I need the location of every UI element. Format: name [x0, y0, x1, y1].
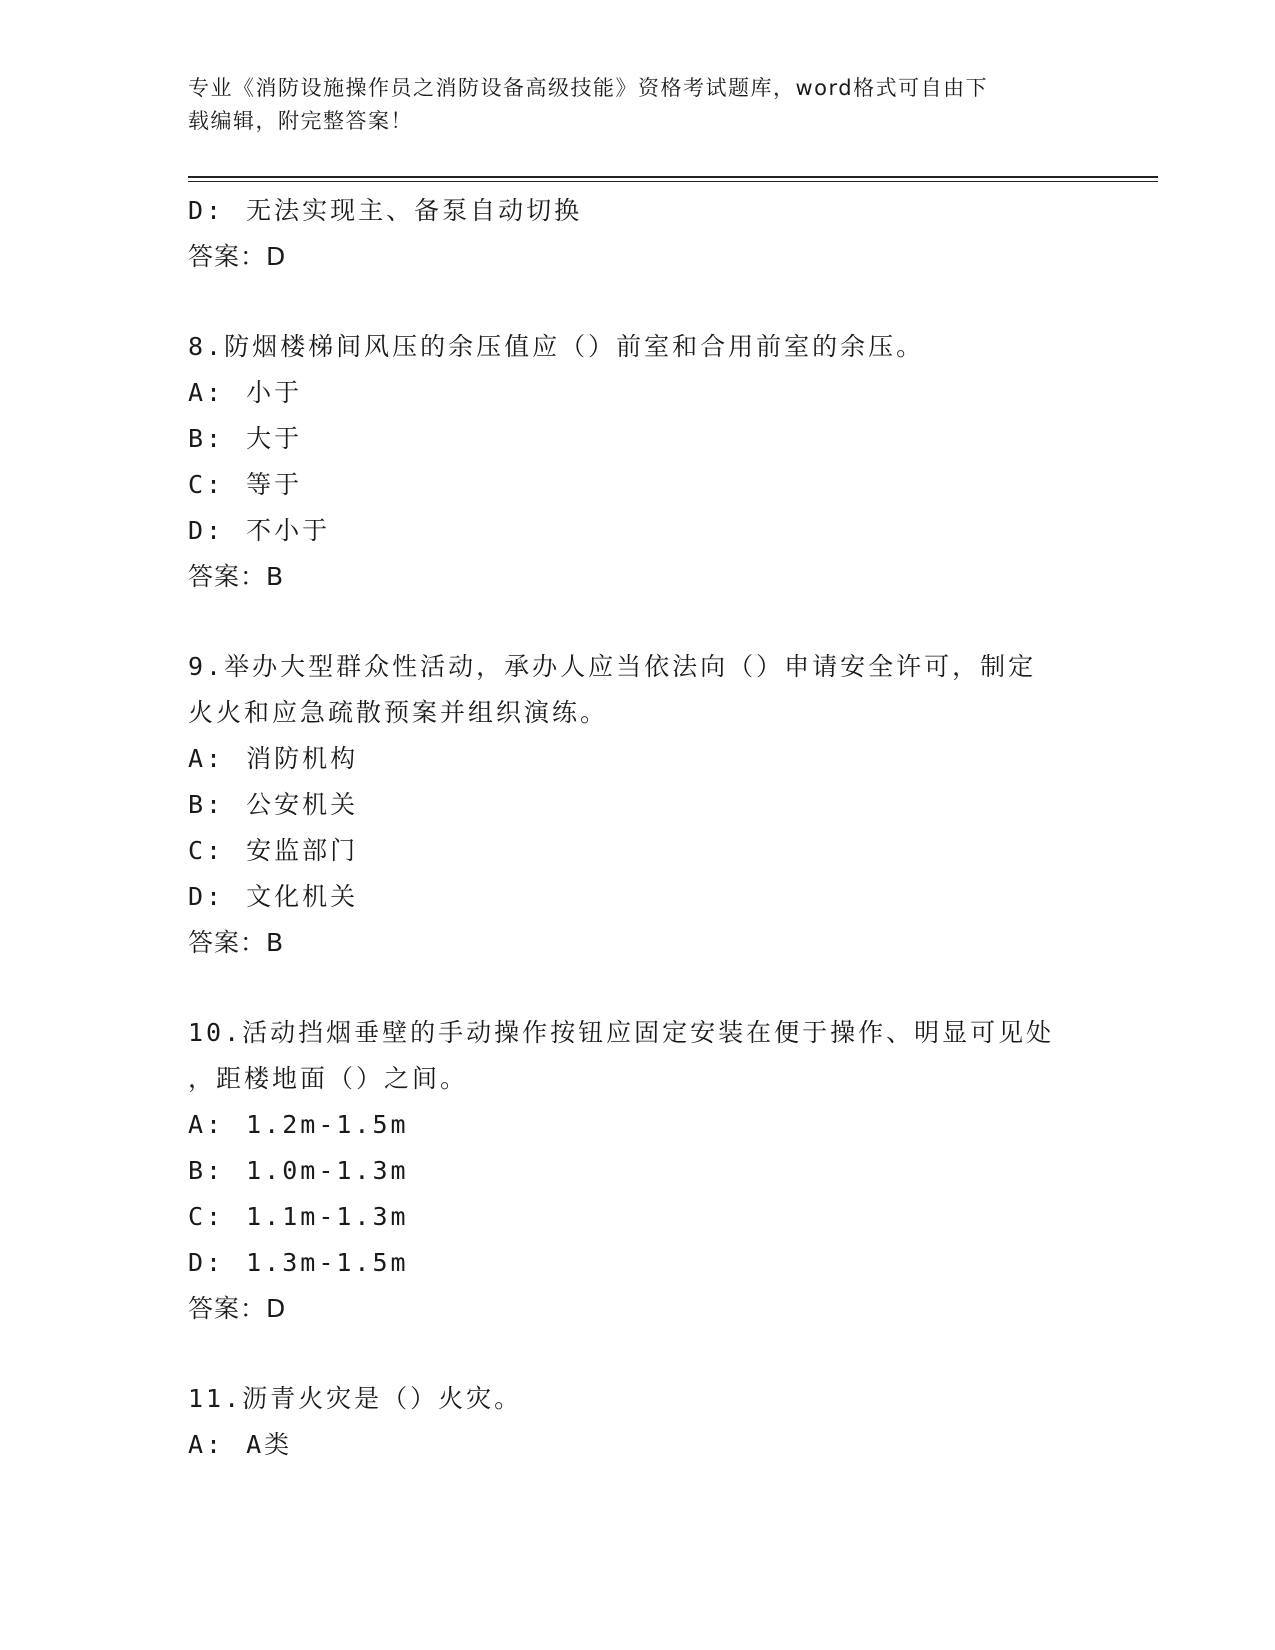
- document-header: [188, 72, 1088, 138]
- option-text: 1.1m-1.3m: [246, 1202, 409, 1231]
- option-c: [188, 1194, 1088, 1240]
- answer-line: 答案：D: [188, 242, 287, 271]
- option-key: B:: [188, 790, 225, 819]
- option-d: [188, 188, 1088, 234]
- option-text: A类: [246, 1430, 293, 1459]
- option-key: C:: [188, 1202, 225, 1231]
- spacer: [188, 280, 1088, 324]
- option-text: 无法实现主、备泵自动切换: [246, 196, 583, 225]
- option-text: 小于: [246, 378, 303, 407]
- header-line-1: 专业《消防设施操作员之消防设备高级技能》资格考试题库，word格式可自由下: [188, 76, 989, 100]
- option-key: C:: [188, 836, 225, 865]
- option-d: [188, 874, 1088, 920]
- question-stem-continued: 火火和应急疏散预案并组织演练。: [188, 698, 609, 727]
- question-stem: 10.活动挡烟垂壁的手动操作按钮应固定安装在便于操作、明显可见处: [188, 1018, 1055, 1047]
- option-text: 消防机构: [246, 744, 359, 773]
- option-text: 1.2m-1.5m: [246, 1110, 409, 1139]
- answer-line: 答案：B: [188, 562, 285, 591]
- option-a: [188, 1422, 1088, 1468]
- option-key: D:: [188, 196, 225, 225]
- spacer: [188, 600, 1088, 644]
- option-text: 不小于: [246, 516, 331, 545]
- option-a: [188, 736, 1088, 782]
- option-key: B:: [188, 424, 225, 453]
- option-text: 等于: [246, 470, 303, 499]
- option-key: A:: [188, 378, 225, 407]
- answer-line: 答案：D: [188, 1294, 287, 1323]
- option-b: [188, 782, 1088, 828]
- option-b: [188, 1148, 1088, 1194]
- header-divider-thick: [188, 176, 1158, 178]
- option-key: A:: [188, 744, 225, 773]
- option-d: [188, 1240, 1088, 1286]
- option-text: 1.3m-1.5m: [246, 1248, 409, 1277]
- spacer: [188, 1332, 1088, 1376]
- option-b: [188, 416, 1088, 462]
- header-line-2: 载编辑，附完整答案！: [188, 109, 413, 133]
- option-key: C:: [188, 470, 225, 499]
- option-c: [188, 462, 1088, 508]
- option-text: 1.0m-1.3m: [246, 1156, 409, 1185]
- option-text: 安监部门: [246, 836, 359, 865]
- option-key: A:: [188, 1110, 225, 1139]
- answer-line: 答案：B: [188, 928, 285, 957]
- option-key: D:: [188, 516, 225, 545]
- question-stem: 9.举办大型群众性活动，承办人应当依法向（）申请安全许可，制定: [188, 652, 1037, 681]
- question-block: [188, 1376, 1088, 1468]
- option-a: [188, 370, 1088, 416]
- question-block: [188, 1010, 1088, 1332]
- option-key: B:: [188, 1156, 225, 1185]
- question-list: [188, 188, 1088, 1468]
- option-key: D:: [188, 1248, 225, 1277]
- option-key: D:: [188, 882, 225, 911]
- question-block: [188, 324, 1088, 600]
- question-stem: 8.防烟楼梯间风压的余压值应（）前室和合用前室的余压。: [188, 332, 925, 361]
- option-key: A:: [188, 1430, 225, 1459]
- question-stem-continued: ，距楼地面（）之间。: [188, 1064, 469, 1093]
- option-text: 大于: [246, 424, 303, 453]
- spacer: [188, 966, 1088, 1010]
- option-c: [188, 828, 1088, 874]
- option-text: 公安机关: [246, 790, 359, 819]
- header-divider-thin: [188, 181, 1158, 182]
- option-a: [188, 1102, 1088, 1148]
- option-text: 文化机关: [246, 882, 359, 911]
- question-stem: 11.沥青火灾是（）火灾。: [188, 1384, 523, 1413]
- option-d: [188, 508, 1088, 554]
- question-block: [188, 644, 1088, 966]
